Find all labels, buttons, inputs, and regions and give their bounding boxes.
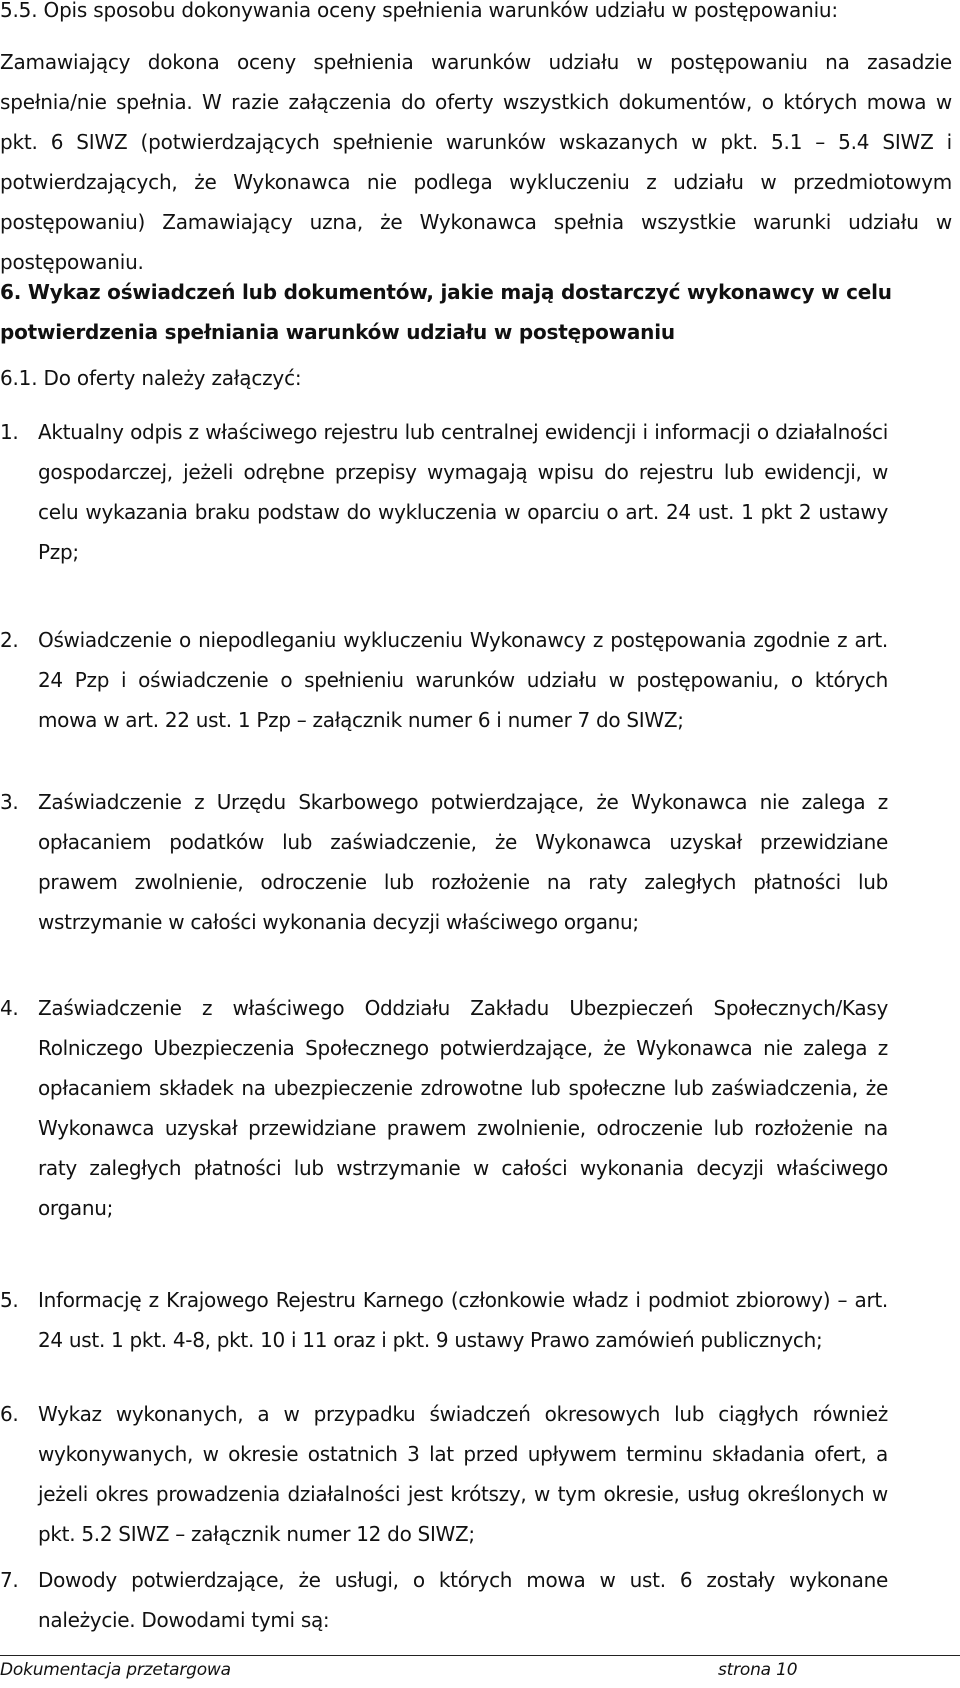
- list-item-1: [0, 412, 888, 572]
- list-item-number: 7.: [0, 1568, 19, 1592]
- list-item-number: 5.: [0, 1288, 19, 1312]
- list-item-5: [0, 1280, 888, 1360]
- section-6-heading: 6. Wykaz oświadczeń lub dokumentów, jakie mają dostarczyć wykonawcy w celu potwierdzenia spełniania warunków udziału w postępowaniu: [0, 280, 892, 344]
- list-item-number: 4.: [0, 996, 19, 1020]
- list-item-number: 6.: [0, 1402, 19, 1426]
- footer-document-title: Dokumentacja przetargowa: [0, 1660, 231, 1680]
- list-item-number: 3.: [0, 790, 19, 814]
- list-item-text: Oświadczenie o niepodleganiu wykluczeniu Wykonawcy z postępowania zgodnie z art. 24 Pzp i oświadczenie o spełnieniu warunków udziału w postępowaniu, o których mowa w art. 22 ust. 1 Pzp – załącznik numer 6 i numer 7 do SIWZ;: [38, 628, 888, 732]
- list-item-text: Informację z Krajowego Rejestru Karnego (członkowie władz i podmiot zbiorowy) – art. 24 ust. 1 pkt. 4-8, pkt. 10 i 11 oraz i pkt. 9 ustawy Prawo zamówień publicznych;: [38, 1288, 888, 1352]
- footer-divider: [0, 1655, 960, 1656]
- list-item-text: Wykaz wykonanych, a w przypadku świadczeń okresowych lub ciągłych również wykonywanych, w okresie ostatnich 3 lat przed upływem terminu składania ofert, a jeżeli okres prowadzenia działalności jest krótszy, w tym okresie, usług określonych w pkt. 5.2 SIWZ – załącznik numer 12 do SIWZ;: [38, 1402, 888, 1546]
- list-item-7: [0, 1560, 888, 1640]
- list-item-text: Dowody potwierdzające, że usługi, o których mowa w ust. 6 zostały wykonane należycie. Dowodami tymi są:: [38, 1568, 888, 1632]
- section-5-5-body: Zamawiający dokona oceny spełnienia warunków udziału w postępowaniu na zasadzie spełnia/nie spełnia. W razie załączenia do oferty wszystkich dokumentów, o których mowa w pkt. 6 SIWZ (potwierdzających spełnienie warunków wskazanych w pkt. 5.1 – 5.4 SIWZ i potwierdzających, że Wykonawca nie podlega wykluczeniu z udziału w przedmiotowym postępowaniu) Zamawiający uzna, że Wykonawca spełnia wszystkie warunki udziału w postępowaniu.: [0, 50, 952, 274]
- list-item-text: Zaświadczenie z Urzędu Skarbowego potwierdzające, że Wykonawca nie zalega z opłacaniem podatków lub zaświadczenie, że Wykonawca uzyskał przewidziane prawem zwolnienie, odroczenie lub rozłożenie na raty zaległych płatności lub wstrzymanie w całości wykonania decyzji właściwego organu;: [38, 790, 888, 934]
- list-item-number: 1.: [0, 420, 19, 444]
- list-item-number: 2.: [0, 628, 19, 652]
- list-item-6: [0, 1394, 888, 1554]
- section-6-1-subheading: 6.1. Do oferty należy załączyć:: [0, 366, 302, 390]
- list-item-text: Aktualny odpis z właściwego rejestru lub centralnej ewidencji i informacji o działalności gospodarczej, jeżeli odrębne przepisy wymagają wpisu do rejestru lub ewidencji, w celu wykazania braku podstaw do wykluczenia w oparciu o art. 24 ust. 1 pkt 2 ustawy Pzp;: [38, 420, 888, 564]
- list-item-3: [0, 782, 888, 942]
- list-item-4: [0, 988, 888, 1228]
- footer-page-number: strona 10: [718, 1660, 798, 1680]
- list-item-2: [0, 620, 888, 740]
- list-item-text: Zaświadczenie z właściwego Oddziału Zakładu Ubezpieczeń Społecznych/Kasy Rolniczego Ubezpieczenia Społecznego potwierdzające, że Wykonawca nie zalega z opłacaniem składek na ubezpieczenie zdrowotne lub społeczne lub zaświadczenia, że Wykonawca uzyskał przewidziane prawem zwolnienie, odroczenie lub rozłożenie na raty zaległych płatności lub wstrzymanie w całości wykonania decyzji właściwego organu;: [38, 996, 888, 1220]
- section-5-5-heading: 5.5. Opis sposobu dokonywania oceny spełnienia warunków udziału w postępowaniu:: [0, 0, 838, 22]
